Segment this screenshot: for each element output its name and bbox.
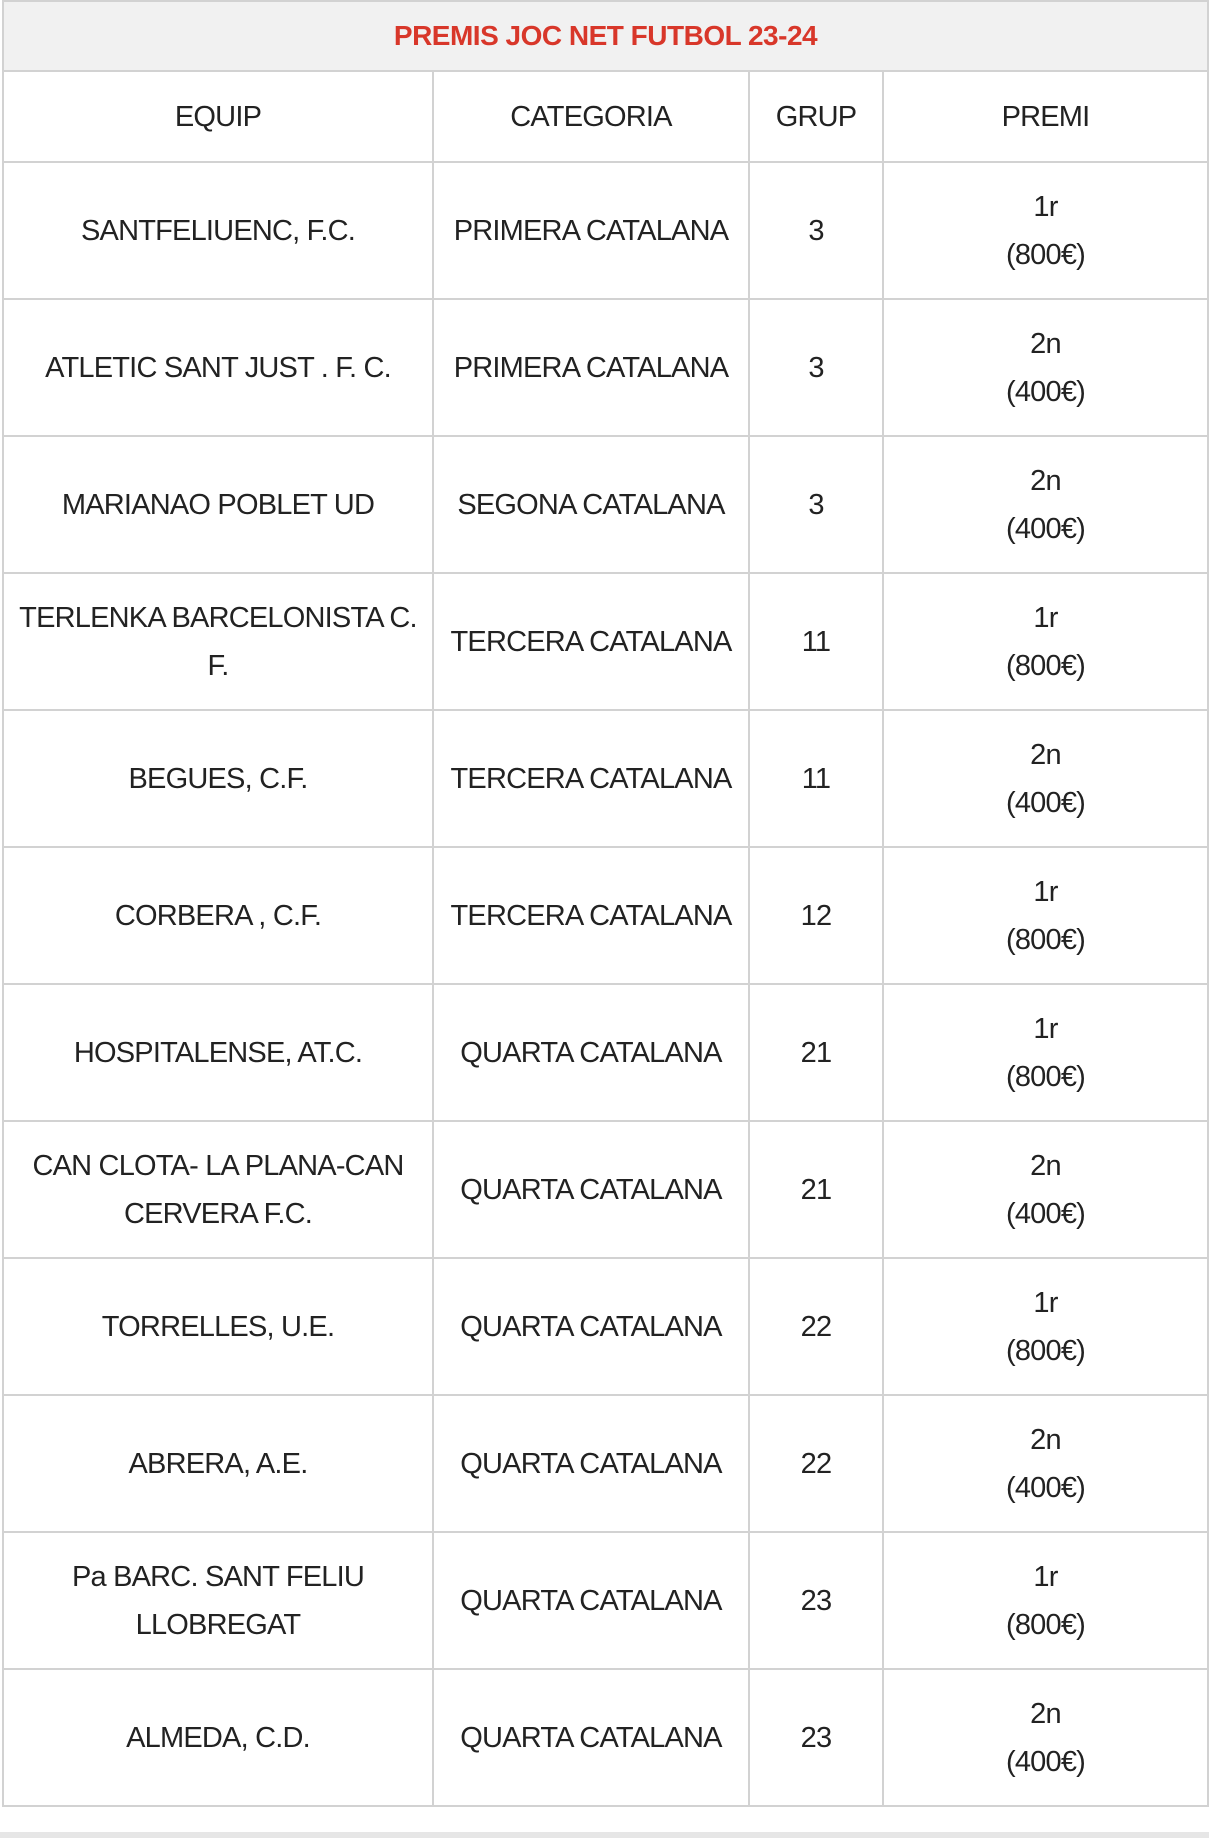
prize-amount: (400€) xyxy=(1005,1471,1086,1504)
group-cell: 22 xyxy=(749,1258,883,1395)
table-row xyxy=(3,847,1208,984)
prize-rank: 2n xyxy=(1030,738,1061,771)
prize-amount: (400€) xyxy=(1005,375,1086,408)
title-row xyxy=(3,1,1208,71)
prize-rank: 1r xyxy=(1033,1012,1058,1045)
table-row xyxy=(3,1669,1208,1806)
table-title: PREMIS JOC NET FUTBOL 23-24 xyxy=(3,1,1208,71)
category-cell: PRIMERA CATALANA xyxy=(433,162,749,299)
header-group: GRUP xyxy=(749,71,883,162)
prize-rank: 1r xyxy=(1033,601,1058,634)
table-row xyxy=(3,710,1208,847)
table-body xyxy=(3,162,1208,1806)
prize-amount: (800€) xyxy=(1005,238,1086,271)
header-category: CATEGORIA xyxy=(433,71,749,162)
prize-cell xyxy=(883,1395,1208,1532)
category-cell: TERCERA CATALANA xyxy=(433,847,749,984)
group-cell: 21 xyxy=(749,1121,883,1258)
prize-cell xyxy=(883,573,1208,710)
prize-rank: 2n xyxy=(1030,1423,1061,1456)
prize-cell xyxy=(883,710,1208,847)
group-cell: 21 xyxy=(749,984,883,1121)
prize-cell xyxy=(883,1669,1208,1806)
prize-rank: 2n xyxy=(1030,1149,1061,1182)
table-row xyxy=(3,299,1208,436)
category-cell: PRIMERA CATALANA xyxy=(433,299,749,436)
prize-rank: 2n xyxy=(1030,464,1061,497)
category-cell: QUARTA CATALANA xyxy=(433,1121,749,1258)
group-cell: 23 xyxy=(749,1532,883,1669)
prize-rank: 1r xyxy=(1033,190,1058,223)
prize-amount: (400€) xyxy=(1005,1197,1086,1230)
team-cell: TORRELLES, U.E. xyxy=(3,1258,433,1395)
category-cell: QUARTA CATALANA xyxy=(433,984,749,1121)
prize-cell xyxy=(883,847,1208,984)
header-row xyxy=(3,71,1208,162)
team-cell: MARIANAO POBLET UD xyxy=(3,436,433,573)
category-cell: TERCERA CATALANA xyxy=(433,710,749,847)
prize-rank: 2n xyxy=(1030,327,1061,360)
team-cell: SANTFELIUENC, F.C. xyxy=(3,162,433,299)
team-cell: ALMEDA, C.D. xyxy=(3,1669,433,1806)
team-cell: CORBERA , C.F. xyxy=(3,847,433,984)
category-cell: TERCERA CATALANA xyxy=(433,573,749,710)
category-cell: QUARTA CATALANA xyxy=(433,1258,749,1395)
prize-amount: (800€) xyxy=(1005,1608,1086,1641)
prize-rank: 2n xyxy=(1030,1697,1061,1730)
table-row xyxy=(3,1395,1208,1532)
table-row xyxy=(3,1258,1208,1395)
team-cell: ATLETIC SANT JUST . F. C. xyxy=(3,299,433,436)
prize-cell xyxy=(883,1258,1208,1395)
team-cell: ABRERA, A.E. xyxy=(3,1395,433,1532)
table-row xyxy=(3,573,1208,710)
prize-cell xyxy=(883,436,1208,573)
prize-amount: (800€) xyxy=(1005,923,1086,956)
team-cell: TERLENKA BARCELONISTA C. F. xyxy=(3,573,433,710)
prize-cell xyxy=(883,1532,1208,1669)
prize-cell xyxy=(883,1121,1208,1258)
group-cell: 3 xyxy=(749,299,883,436)
category-cell: SEGONA CATALANA xyxy=(433,436,749,573)
prize-amount: (400€) xyxy=(1005,1745,1086,1778)
prize-rank: 1r xyxy=(1033,1286,1058,1319)
team-cell: Pa BARC. SANT FELIU LLOBREGAT xyxy=(3,1532,433,1669)
prize-rank: 1r xyxy=(1033,1560,1058,1593)
group-cell: 11 xyxy=(749,710,883,847)
group-cell: 22 xyxy=(749,1395,883,1532)
prizes-table xyxy=(2,0,1209,1807)
bottom-rule xyxy=(0,1832,1209,1838)
team-cell: HOSPITALENSE, AT.C. xyxy=(3,984,433,1121)
prize-cell xyxy=(883,299,1208,436)
prize-amount: (800€) xyxy=(1005,1060,1086,1093)
prize-cell xyxy=(883,984,1208,1121)
prize-rank: 1r xyxy=(1033,875,1058,908)
group-cell: 3 xyxy=(749,436,883,573)
group-cell: 23 xyxy=(749,1669,883,1806)
group-cell: 11 xyxy=(749,573,883,710)
team-cell: CAN CLOTA- LA PLANA-CAN CERVERA F.C. xyxy=(3,1121,433,1258)
table-row xyxy=(3,1532,1208,1669)
prize-cell xyxy=(883,162,1208,299)
prize-amount: (400€) xyxy=(1005,786,1086,819)
prize-amount: (800€) xyxy=(1005,649,1086,682)
header-prize: PREMI xyxy=(883,71,1208,162)
prize-amount: (400€) xyxy=(1005,512,1086,545)
team-cell: BEGUES, C.F. xyxy=(3,710,433,847)
prize-amount: (800€) xyxy=(1005,1334,1086,1367)
table-row xyxy=(3,436,1208,573)
category-cell: QUARTA CATALANA xyxy=(433,1669,749,1806)
category-cell: QUARTA CATALANA xyxy=(433,1532,749,1669)
header-team: EQUIP xyxy=(3,71,433,162)
table-row xyxy=(3,162,1208,299)
table-row xyxy=(3,1121,1208,1258)
group-cell: 3 xyxy=(749,162,883,299)
table-row xyxy=(3,984,1208,1121)
group-cell: 12 xyxy=(749,847,883,984)
category-cell: QUARTA CATALANA xyxy=(433,1395,749,1532)
